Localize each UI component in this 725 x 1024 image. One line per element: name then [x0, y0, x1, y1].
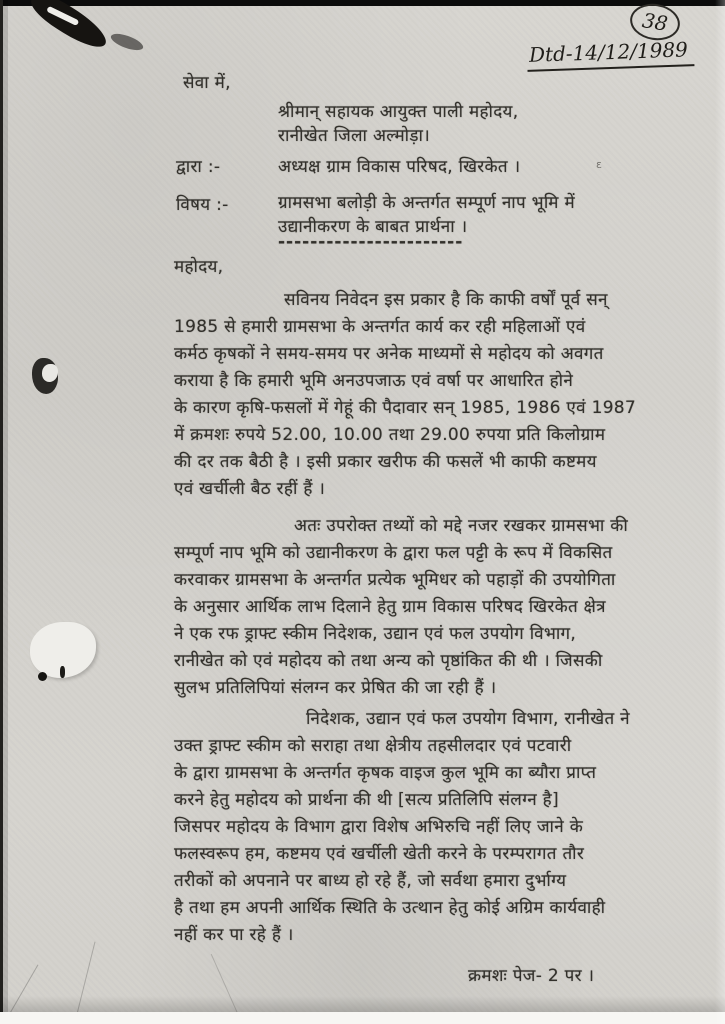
ink-dot-2 — [60, 666, 65, 678]
body-line: की दर तक बैठी है । इसी प्रकार खरीफ की फसलें भी काफी कष्टमय — [174, 452, 597, 472]
salutation: सेवा में, — [183, 73, 231, 93]
body-line: रानीखेत को एवं महोदय को तथा अन्य को पृष्ठांकित की थी । जिसकी — [174, 651, 603, 671]
subject-line-2: उद्यानीकरण के बाबत प्रार्थना । — [278, 217, 468, 237]
body-line: में क्रमशः रुपये 52.00, 10.00 तथा 29.00 रुपया प्रति किलोग्राम — [174, 425, 606, 445]
through-text: अध्यक्ष ग्राम विकास परिषद, खिरकेत । — [278, 157, 521, 177]
ink-dot-1 — [38, 672, 47, 681]
body-line: कर्मठ कृषकों ने समय-समय पर अनेक माध्यमों से महोदय को अवगत — [174, 344, 604, 364]
body-line: सुलभ प्रतिलिपियां संलग्न कर प्रेषित की जा रही हैं । — [174, 678, 497, 698]
blemish-highlight — [42, 364, 58, 382]
page-number: 38 — [640, 8, 670, 36]
body-line: है तथा हम अपनी आर्थिक स्थिति के उत्थान हेतु कोई अग्रिम कार्यवाही — [174, 898, 606, 918]
body-line: 1985 से हमारी ग्रामसभा के अन्तर्गत कार्य कर रही महिलाओं एवं — [174, 317, 586, 337]
body-line: करने हेतु महोदय को प्रार्थना की थी [सत्य प्रतिलिपि संलग्न है] — [174, 790, 559, 810]
ink-smudge-top-left-2 — [109, 31, 145, 54]
subject-line-1: ग्रामसभा बलोड़ी के अन्तर्गत सम्पूर्ण नाप भूमि में — [278, 193, 575, 213]
body-line: सम्पूर्ण नाप भूमि को उद्यानीकरण के द्वारा फल पट्टी के रूप में विकसित — [174, 543, 613, 563]
body-line: तरीकों को अपनाने पर बाध्य हो रहे हैं, जो सर्वथा हमारा दुर्भाग्य — [174, 871, 567, 891]
addressee-line-1: श्रीमान् सहायक आयुक्त पाली महोदय, — [278, 102, 519, 122]
body-line: एवं खर्चीली बैठ रहीं हैं । — [174, 479, 326, 499]
scan-bottom-edge — [0, 1012, 725, 1024]
body-line: करवाकर ग्रामसभा के अन्तर्गत प्रत्येक भूमिधर को पहाड़ों की उपयोगिता — [174, 570, 616, 590]
body-line: ने एक रफ ड्राफ्ट स्कीम निदेशक, उद्यान एवं फल उपयोग विभाग, — [174, 624, 577, 644]
body-line: के द्वारा ग्रामसभा के अन्तर्गत कृषक वाइज कुल भूमि का ब्यौरा प्राप्त — [174, 763, 597, 783]
body-line: अतः उपरोक्त तथ्यों को मद्दे नजर रखकर ग्रामसभा की — [294, 516, 629, 536]
body-line: जिसपर महोदय के विभाग द्वारा विशेष अभिरुचि नहीं लिए जाने के — [174, 817, 584, 837]
body-line: फलस्वरूप हम, कष्टमय एवं खर्चीली खेती करने के परम्परागत तौर — [174, 844, 585, 864]
handwritten-date: Dtd-14/12/1989 — [527, 37, 695, 72]
body-line: कराया है कि हमारी भूमि अनउपजाऊ एवं वर्षा पर आधारित होने — [174, 371, 574, 391]
paragraph-3 — [174, 706, 714, 949]
paragraph-1 — [174, 287, 714, 503]
greeting: महोदय, — [174, 257, 224, 277]
paragraph-2 — [174, 513, 714, 702]
ink-smudge-top-left — [26, 0, 113, 55]
smudge-highlight — [46, 6, 79, 26]
body-line: सविनय निवेदन इस प्रकार है कि काफी वर्षों पूर्व सन् — [284, 290, 608, 310]
scan-bottom-shadow — [0, 996, 725, 1012]
body-line: उक्त ड्राफ्ट स्कीम को सराहा तथा क्षेत्रीय तहसीलदार एवं पटवारी — [174, 736, 572, 756]
addressee-line-2: रानीखेत जिला अल्मोड़ा। — [278, 126, 430, 146]
paper-blemish-left-middle — [32, 358, 58, 394]
body-line: के अनुसार आर्थिक लाभ दिलाने हेतु ग्राम विकास परिषद खिरकेत क्षेत्र — [174, 597, 606, 617]
continuation-note: क्रमशः पेज- 2 पर । — [468, 966, 595, 986]
body-line: नहीं कर पा रहे हैं । — [174, 925, 294, 945]
scan-left-edge-shade — [3, 0, 8, 1024]
subject-label: विषय :- — [176, 195, 229, 215]
scan-right-edge-light — [715, 0, 725, 1024]
body-line: निदेशक, उद्यान एवं फल उपयोग विभाग, रानीखेत ने — [306, 709, 630, 729]
through-label: द्वारा :- — [176, 157, 221, 177]
body-line: के कारण कृषि-फसलों में गेहूं की पैदावार सन् 1985, 1986 एवं 1987 — [174, 398, 637, 418]
subject-underline: ----------------------- — [278, 232, 464, 252]
scan-top-edge — [0, 0, 725, 6]
stray-mark: ɛ — [596, 158, 602, 171]
